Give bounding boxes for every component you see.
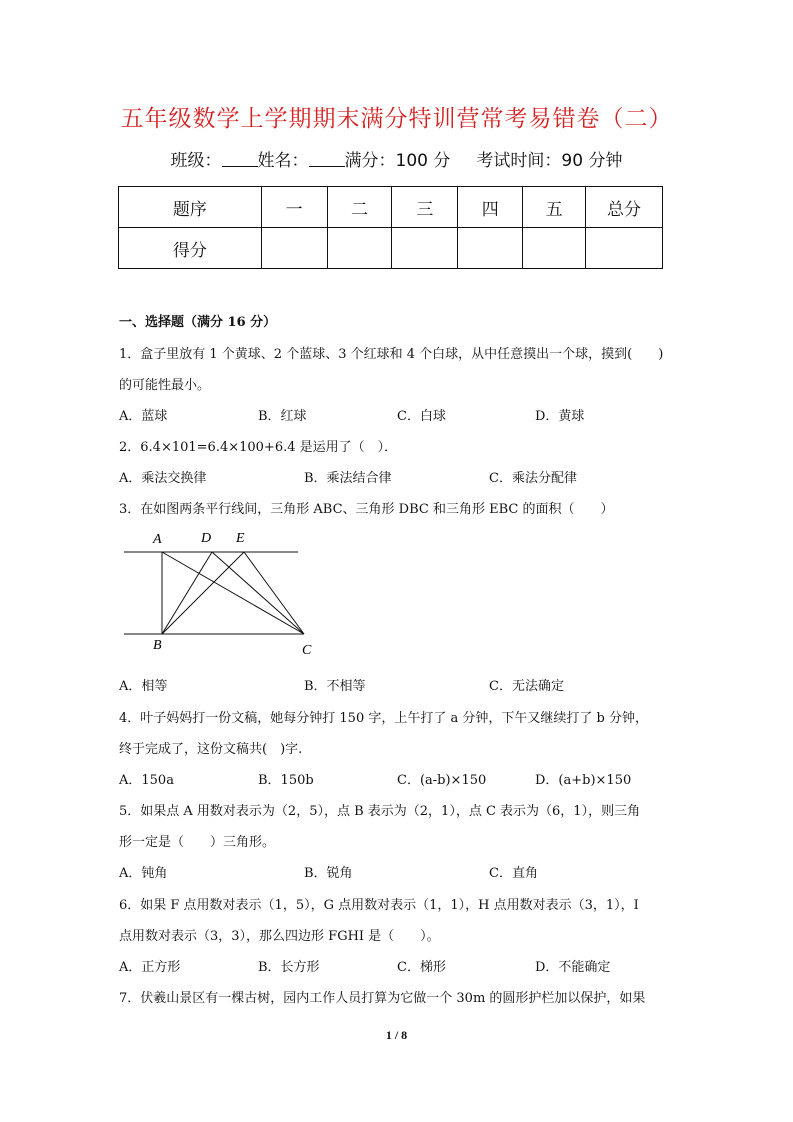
- score-input-cell[interactable]: [327, 228, 392, 269]
- q2-text-line1: 2．6.4×101=6.4×100+6.4 是运用了（ ）．: [119, 440, 398, 455]
- q3-option-b[interactable]: B．不相等: [304, 679, 366, 694]
- q1-option-c[interactable]: C．白球: [397, 409, 446, 424]
- q1-text-line2: 的可能性最小。: [119, 378, 211, 393]
- q2-option-a[interactable]: A．乘法交换律: [119, 471, 207, 486]
- q1-option-d[interactable]: D．黄球: [535, 409, 585, 424]
- q5-text-line1: 5．如果点 A 用数对表示为（2，5），点 B 表示为（2，1），点 C 表示为（6，1），则三角: [119, 804, 641, 819]
- exam-time-text: 考试时间：90 分钟: [476, 151, 623, 171]
- segment-db: [162, 552, 212, 634]
- point-label-d: D: [201, 531, 212, 546]
- q4-option-a[interactable]: A．150a: [119, 773, 174, 788]
- q3-option-c[interactable]: C．无法确定: [489, 679, 564, 694]
- q4-option-c[interactable]: C．(a-b)×150: [397, 773, 487, 788]
- segment-dc: [212, 552, 304, 634]
- score-header-cell: 四: [458, 187, 523, 228]
- point-label-a: A: [153, 532, 162, 547]
- score-header-cell: 总分: [586, 187, 663, 228]
- q4-option-b[interactable]: B．150b: [258, 773, 314, 788]
- segment-ac: [162, 552, 304, 634]
- score-header-cell: 五: [523, 187, 586, 228]
- q5-option-b[interactable]: B．锐角: [304, 866, 353, 881]
- full-score-text: 满分：100 分: [344, 151, 451, 171]
- class-label: 班级：: [170, 151, 222, 171]
- q5-option-a[interactable]: A．钝角: [119, 866, 168, 881]
- q6-option-a[interactable]: A．正方形: [119, 960, 181, 975]
- section-heading: 一、选择题（满分 16 分）: [119, 315, 277, 330]
- score-input-cell[interactable]: [458, 228, 523, 269]
- page-number: 1 / 8: [385, 1028, 408, 1042]
- q6-option-c[interactable]: C．梯形: [397, 960, 446, 975]
- score-row-label: 得分: [119, 228, 262, 269]
- point-label-c: C: [302, 643, 312, 658]
- q6-option-d[interactable]: D．不能确定: [535, 960, 611, 975]
- q1-option-a[interactable]: A．蓝球: [119, 409, 168, 424]
- score-header-cell: 三: [392, 187, 458, 228]
- score-table-score-row: [119, 228, 663, 269]
- q5-option-c[interactable]: C．直角: [489, 866, 538, 881]
- q6-text-line2: 点用数对表示（3，3），那么四边形 FGHI 是（ ）。: [119, 929, 440, 944]
- score-input-cell[interactable]: [523, 228, 586, 269]
- q7-text-line1: 7．伏羲山景区有一棵古树，园内工作人员打算为它做一个 30m 的圆形护栏加以保护，如果: [119, 991, 646, 1006]
- q6-text-line1: 6．如果 F 点用数对表示（1，5），G 点用数对表示（1，1），H 点用数对表示（3，1），I: [119, 898, 639, 913]
- segment-eb: [162, 552, 244, 634]
- q1-option-b[interactable]: B．红球: [258, 409, 307, 424]
- segment-ec: [244, 552, 304, 634]
- score-input-cell[interactable]: [586, 228, 663, 269]
- point-label-e: E: [236, 531, 245, 546]
- q6-option-b[interactable]: B．长方形: [258, 960, 320, 975]
- score-header-cell: 题序: [119, 187, 262, 228]
- q4-option-d[interactable]: D．(a+b)×150: [535, 773, 632, 788]
- score-table-header-row: [119, 187, 663, 228]
- exam-title: 五年级数学上学期期末满分特训营常考易错卷（二）: [120, 106, 673, 132]
- class-blank[interactable]: [222, 152, 258, 167]
- q3-option-a[interactable]: A．相等: [119, 679, 168, 694]
- q1-text-line1: 1．盒子里放有 1 个黄球、2 个蓝球、3 个红球和 4 个白球，从中任意摸出一个球，摸到( ): [119, 347, 664, 362]
- q2-option-c[interactable]: C．乘法分配律: [489, 471, 577, 486]
- point-label-b: B: [153, 638, 162, 653]
- score-input-cell[interactable]: [261, 228, 327, 269]
- name-label: 姓名：: [257, 151, 309, 171]
- exam-info-line: [0, 146, 793, 171]
- score-table: [118, 186, 663, 269]
- q4-text-line2: 终于完成了，这份文稿共( )字.: [119, 742, 303, 757]
- q5-text-line2: 形一定是（ ）三角形。: [119, 835, 276, 850]
- q4-text-line1: 4．叶子妈妈打一份文稿，她每分钟打 150 字，上午打了 a 分钟，下午又继续打了 b 分钟，: [119, 711, 648, 726]
- score-header-cell: 一: [261, 187, 327, 228]
- q2-option-b[interactable]: B．乘法结合律: [304, 471, 392, 486]
- name-blank[interactable]: [309, 152, 345, 167]
- q3-text-line1: 3．在如图两条平行线间，三角形 ABC、三角形 DBC 和三角形 EBC 的面积（ ）: [119, 502, 614, 517]
- triangle-figure: [118, 528, 318, 660]
- score-input-cell[interactable]: [392, 228, 458, 269]
- score-header-cell: 二: [327, 187, 392, 228]
